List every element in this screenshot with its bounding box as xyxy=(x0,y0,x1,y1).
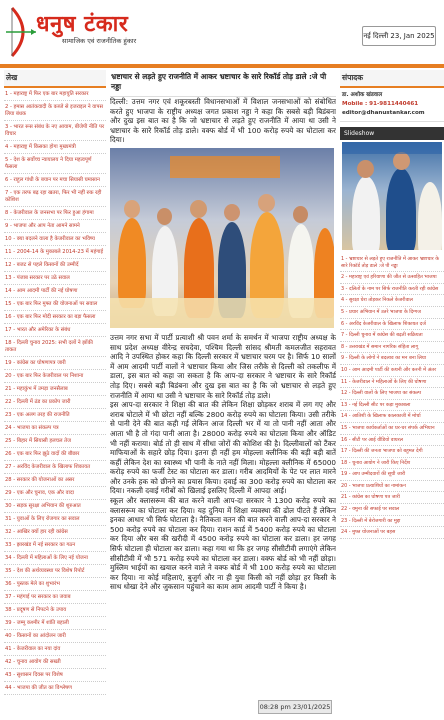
list-item[interactable]: 29 - एक और चुनाव, एक और वादा xyxy=(4,487,106,500)
right-article-list xyxy=(340,254,444,539)
list-item[interactable]: 21 - कांग्रेस का घोषणा पत्र जारी xyxy=(340,492,444,504)
list-item[interactable]: 6 - राहुल गांधी के बयान पर मचा सियासी घमासान xyxy=(4,174,106,187)
list-item[interactable]: 5 - देश के सर्वोच्च न्यायालय ने दिया महत्वपूर्ण फैसला xyxy=(4,154,106,174)
list-item[interactable]: 24 - भाजपा का संकल्प पत्र xyxy=(4,422,106,435)
list-item[interactable]: 6 - अरविंद केजरीवाल के खिलाफ शिकायत दर्ज xyxy=(340,319,444,331)
list-item[interactable]: 4 - सुरक्षा घेरा तोड़कर निकले केजरीवाल xyxy=(340,295,444,307)
list-item[interactable]: 12 - बजट से पहले किसानों की उम्मीदें xyxy=(4,259,106,272)
editor-email[interactable]: editor@dhanustankar.com xyxy=(342,110,425,116)
list-item[interactable]: 9 - दिल्ली के लोगों ने बदलाव का मन बना लिया xyxy=(340,353,444,365)
article-intro: दिल्ली: उत्तम नगर एवं शकूरबस्ती विधानसभाओं में विशाल जनसभाओं को संबोधित करते हुए भाजपा के राष्ट्रीय अध्यक्ष जगत प्रकाश नड्डा ने कहा कि सबसे बड़ी बिडंबना और दुख इस बात का है कि जो भ्रष्टाचार से लड़ते हुए राजनीति में आया था उसी ने भ्रष्टाचार के सारे रिकॉर्ड तोड़ डाले। वक्फ बोर्ड में भी 100 करोड़ रुपये का घोटाला कर दिया। xyxy=(110,97,336,145)
list-item[interactable]: 26 - एक बार फिर झूठे वादों की बौछार xyxy=(4,448,106,461)
slideshow-heading: Slideshow xyxy=(340,127,444,140)
list-item[interactable]: 13 - पंजाब सरकार पर उठे सवाल xyxy=(4,272,106,285)
article-photo xyxy=(110,148,334,328)
date-display: नई दिल्ली 23, Jan 2025 xyxy=(362,26,436,46)
list-item[interactable]: 35 - देश की अर्थव्यवस्था पर विशेष रिपोर्ट xyxy=(4,565,106,578)
article-paragraph: स्कूल और क्लासरूम की बात करने वाली आप-दा सरकार ने 1300 करोड़ रुपये का क्लासरूम का घोटाला कर दिया। यह दुनिया में शिक्षा व्यवस्था की ढोल पीटते हैं लेकिन इनका आधार भी सिर्फ घोटाला है। नैतिकता वतन की बात करने वाली आप-दा सरकार ने 500 करोड़ रुपये का घोटाला कर दिया। राशन कार्ड में 5400 करोड़ रुपये का घोटाला कर दिया और बस की खरीदी में 4500 करोड़ रुपये का घोटाला कर डाला। हर जगह सिर्फ घोटाला ही घोटाला कर डाला। कहा गया था कि हर जगह सीसीटीवी लगाएंगे लेकिन सीसीटीवी में भी 571 करोड़ रुपये का घोटाला कर डाला। वक्फ बोर्ड को भी नहीं छोड़ा। मुस्लिम भाईयों का खयाल करने वाले ने वक्फ बोर्ड में भी 100 करोड़ रुपये का घोटाला कर दिया। ना कोई महिलाएं, बुजुर्ग और ना ही युवा किसी को नहीं छोड़ा हर किसी के साथ धोखा देने और जुकसान पहुंचाने का काम आम आदमी पार्टी ने किया है। xyxy=(110,496,336,592)
list-item[interactable]: 23 - दिल्ली में बेरोजगारी का मुद्दा xyxy=(340,516,444,528)
list-item[interactable]: 7 - दिल्ली चुनाव में कांग्रेस की बढ़ती सक्रियता xyxy=(340,330,444,342)
article-title: भ्रष्टाचार से लड़ते हुए राजनीति में आकर भ्रष्टाचार के सारे रिकॉर्ड तोड़ डाले :जे पी नड्डा xyxy=(110,70,336,97)
list-item[interactable]: 9 - भाजपा और आप नेता आमने सामने xyxy=(4,220,106,233)
list-item[interactable]: 33 - झारखंड में नई सरकार का गठन xyxy=(4,539,106,552)
right-heading: संपादक xyxy=(340,70,444,88)
list-item[interactable]: 22 - दिल्ली में ठंड का प्रकोप जारी xyxy=(4,396,106,409)
list-item[interactable]: 44 - भाजपा की जीत का विश्लेषण xyxy=(4,682,106,695)
list-item[interactable]: 17 - भारत और अमेरिका के संबंध xyxy=(4,324,106,337)
right-sidebar xyxy=(340,70,444,720)
list-item[interactable]: 16 - एक बार फिर मोदी सरकार का बड़ा फैसला xyxy=(4,311,106,324)
list-item[interactable]: 20 - एक बार फिर केजरीवाल पर निशाना xyxy=(4,370,106,383)
left-sidebar xyxy=(4,70,106,720)
list-item[interactable]: 32 - आखिर क्यों हार रही कांग्रेस xyxy=(4,526,106,539)
list-item[interactable]: 43 - सुशासन दिवस पर विशेष xyxy=(4,669,106,682)
list-item[interactable]: 41 - केजरीवाल का नया दांव xyxy=(4,643,106,656)
slideshow-image[interactable] xyxy=(342,142,442,250)
editor-info xyxy=(340,88,444,122)
list-item[interactable]: 8 - उत्तराखंड में समान नागरिक संहिता लागू xyxy=(340,342,444,354)
list-item[interactable]: 40 - किसानों का आंदोलन जारी xyxy=(4,630,106,643)
list-item[interactable]: 10 - आम आदमी पार्टी की कथनी और करनी में अंतर xyxy=(340,365,444,377)
list-item[interactable]: 1 - महाराष्ट्र में फिर एक बार महायुति सरकार xyxy=(4,88,106,101)
list-item[interactable]: 15 - एक बार फिर मुफ्त की योजनाओं पर सवाल xyxy=(4,298,106,311)
list-item[interactable]: 20 - भाजपा प्रत्याशियों का नामांकन xyxy=(340,481,444,493)
main-article xyxy=(110,70,336,720)
list-item[interactable]: 16 - सीटी पर आई वीडियो वायरल xyxy=(340,435,444,447)
list-item[interactable]: 38 - प्रदूषण से निपटने के उपाय xyxy=(4,604,106,617)
list-item[interactable]: 19 - आप उम्मीदवारों की सूची जारी xyxy=(340,469,444,481)
list-item[interactable]: 3 - दलितों के नाम पर सिर्फ राजनीति करती रही कांग्रेस xyxy=(340,284,444,296)
list-item[interactable]: 11 - 2004-14 के मुकाबले 2014-23 में महंगाई xyxy=(4,246,106,259)
list-item[interactable]: 14 - आम आदमी पार्टी की नई घोषणा xyxy=(4,285,106,298)
article-timestamp: 08:28 pm 23/01/2025 xyxy=(258,700,332,714)
list-item[interactable]: 17 - दिल्ली की जनता भाजपा को बहुमत देगी xyxy=(340,446,444,458)
list-item[interactable]: 42 - चुनाव आयोग की सख्ती xyxy=(4,656,106,669)
article-paragraph: उत्तम नगर सभा में पार्टी प्रत्याशी श्री पवन शर्मा के समर्थन में भाजपा राष्ट्रीय अध्यक्ष के साथ प्रदेश अध्यक्ष वीरेन्द्र सचदेवा, पश्चिम दिल्ली सांसद श्रीमती कमलजीत सहरावत आदि ने उपस्थित होकर कहा कि दिल्ली सरकार में भ्रष्टाचार चरम पर है। सिर्फ 10 सालों में आम आदमी पार्टी वालों ने भ्रष्टाचार किया और जिस तरीके से दिल्ली को तकलीफ में डाला, इस बात को कहा जा सकता है कि आप-दा सरकार ने भ्रष्टाचार के सारे रिकॉर्ड तोड़ दिए। सबसे बड़ी बिडंबना और दुख इस बात का है कि जो भ्रष्टाचार से लड़ते हुए राजनीति में आया था उसी ने भ्रष्टाचार के सारे रिकॉर्ड तोड़ डाले। xyxy=(110,332,336,400)
list-item[interactable]: 27 - अरविंद केजरीवाल के खिलाफ शिकायत xyxy=(4,461,106,474)
list-item[interactable]: 18 - दिल्ली चुनाव 2025: सभी दलों ने झोंकी ताकत xyxy=(4,337,106,357)
left-article-list xyxy=(4,88,106,695)
brand-name[interactable]: धनुष टंकार xyxy=(36,11,129,37)
list-item[interactable]: 21 - महाकुंभ में उमड़ा जनसैलाब xyxy=(4,383,106,396)
list-item[interactable]: 10 - क्या बदलने वाला है केजरीवाल का भविष्य xyxy=(4,233,106,246)
list-item[interactable]: 19 - कांग्रेस का घोषणापत्र जारी xyxy=(4,357,106,370)
list-item[interactable]: 34 - दिल्ली में महिलाओं के लिए नई योजना xyxy=(4,552,106,565)
list-item[interactable]: 11 - केजरीवाल ने महिलाओं के लिए की घोषणा xyxy=(340,377,444,389)
bow-logo-icon[interactable] xyxy=(4,6,38,58)
brand-tagline: सामाजिक एवं राजनीतिक हुंकार xyxy=(62,37,137,45)
list-item[interactable]: 7 - एक तरफ बढ़ रहा खतरा, फिर भी नहीं रुक रही कोशिश xyxy=(4,187,106,207)
list-item[interactable]: 30 - सड़क सुरक्षा अभियान की शुरुआत xyxy=(4,500,106,513)
list-item[interactable]: 22 - यमुना की सफाई पर सवाल xyxy=(340,504,444,516)
list-item[interactable]: 39 - जम्मू कश्मीर में शांति बहाली xyxy=(4,617,106,630)
site-header xyxy=(0,0,444,68)
list-item[interactable]: 24 - मुफ्त योजनाओं पर बहस xyxy=(340,527,444,539)
list-item[interactable]: 3 - भारत रूस संबंध के नए आयाम, बीजेपी नीति पर विचार xyxy=(4,121,106,141)
list-item[interactable]: 12 - दिल्ली वालों के लिए भाजपा का संकल्प xyxy=(340,388,444,400)
left-heading: लेख xyxy=(4,70,106,88)
article-paragraph: इस आप-दा सरकार ने शिक्षा की बात की लेकिन शिक्षा छोड़कर शराब में लग गए और शराब घोटाले में भी छोटा नहीं बल्कि 2800 करोड़ रुपये का घोटाला किया। उसी तरीके से पानी देने की बात कही गई लेकिन आज दिल्ली भर में या तो पानी नहीं आता और आता भी है तो गंदा पानी आता है। 28000 करोड़ रुपये का घोटाला किया और ऑडिट भी नहीं कराया। बोर्ड तो ही साथ में सीधा जोरों की कोशिश की है। दिल्लीवालों को टैंकर माफियाओं के सहारे छोड़ दिया। इतना ही नहीं हम मोहल्ला क्लीनिक की बड़ी बड़ी बातें कहीं लेकिन देश का स्वास्थ्य भी पानी के नाते नहीं मिला। मोहल्ला क्लीनिक में 65000 करोड़ रुपये का फर्जी टेस्ट का घोटाला कर डाला। गरीब आदमियों के पेट पर लात मारने और उनके हक को छीनने का प्रयास किया। दवाई का 300 करोड़ रुपये का घोटाला कर दिया। नकली दवाई गरीबों को खिलाई इसलिए दिल्ली में आपदा आई। xyxy=(110,400,336,496)
list-item[interactable]: 37 - महंगाई पर सरकार का जवाब xyxy=(4,591,106,604)
list-item[interactable]: 13 - नई दिल्ली सीट पर कड़ा मुकाबला xyxy=(340,400,444,412)
list-item[interactable]: 4 - महाराष्ट्र में किसका होगा मुख्यमंत्री xyxy=(4,141,106,154)
list-item[interactable]: 25 - बिहार में सियासी हलचल तेज xyxy=(4,435,106,448)
editor-name: डा. अशोक खंडवाल xyxy=(342,92,383,98)
list-item[interactable]: 18 - चुनाव आयोग ने जारी किए निर्देश xyxy=(340,458,444,470)
list-item[interactable]: 8 - केजरीवाल के जनसभा पर फिर हुआ हंगामा xyxy=(4,207,106,220)
header-rule xyxy=(0,64,444,68)
list-item[interactable]: 28 - सरकार की योजनाओं का असर xyxy=(4,474,106,487)
list-item[interactable]: 14 - आतिशी के खिलाफ कालकाजी में मोर्चा xyxy=(340,411,444,423)
editor-mobile: Mobile : 91-9811440461 xyxy=(342,101,419,107)
list-item[interactable]: 2 - महाराष्ट्र एवं हरियाणा की जीत से उत्साहित भाजपा xyxy=(340,272,444,284)
list-item[interactable]: 15 - भाजपा कार्यकर्ताओं का घर-घर संपर्क अभियान xyxy=(340,423,444,435)
list-item[interactable]: 2 - हमास आतंकवादी के कब्जे से इजराइल ने वापस लिया बंधक xyxy=(4,101,106,121)
list-item[interactable]: 36 - पुस्तक मेले का शुभारंभ xyxy=(4,578,106,591)
list-item[interactable]: 23 - एक अलग तरह की राजनीति xyxy=(4,409,106,422)
list-item[interactable]: 5 - प्रचार अभियान में उतरे भाजपा के दिग्गज xyxy=(340,307,444,319)
list-item[interactable]: 1 - भ्रष्टाचार से लड़ते हुए राजनीति में आकर भ्रष्टाचार के सारे रिकॉर्ड तोड़ डाले :जे पी नड्डा xyxy=(340,254,444,272)
list-item[interactable]: 31 - युवाओं के लिए रोजगार का सवाल xyxy=(4,513,106,526)
